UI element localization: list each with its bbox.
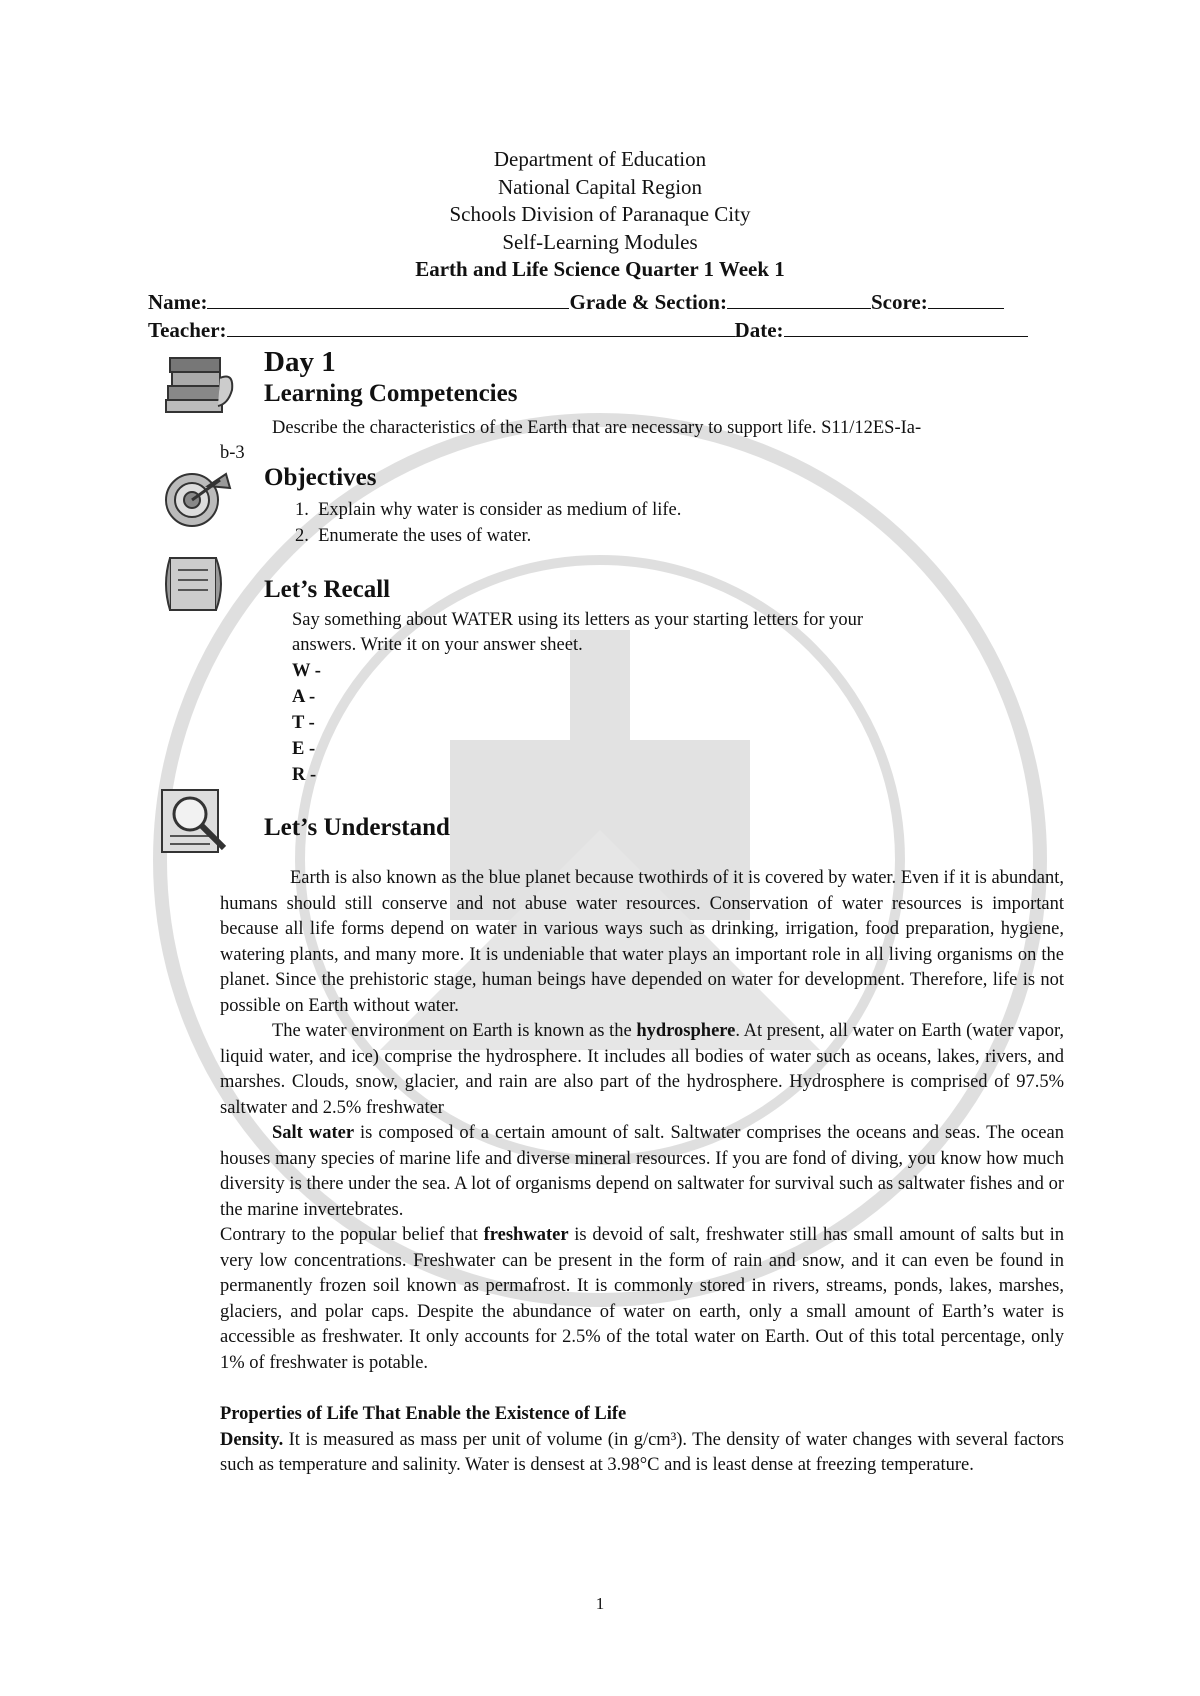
form-line-name <box>148 290 1004 315</box>
books-icon <box>162 348 238 418</box>
grade-label: Grade & Section: <box>569 290 727 314</box>
recall-letters <box>292 658 321 788</box>
target-icon <box>162 466 234 532</box>
name-label: Name: <box>148 290 208 314</box>
page-number: 1 <box>595 1594 605 1613</box>
day-title: Day 1 <box>264 346 336 378</box>
recall-letter-w: W - <box>292 661 321 681</box>
grade-field[interactable] <box>727 292 871 309</box>
teacher-label: Teacher: <box>148 318 227 342</box>
competencies-text-line2: b-3 <box>220 443 245 463</box>
objective-item: 2. Enumerate the uses of water. <box>295 526 532 546</box>
recall-instruction-line2: answers. Write it on your answer sheet. <box>292 635 583 655</box>
date-label: Date: <box>734 318 784 342</box>
header-title: Earth and Life Science Quarter 1 Week 1 <box>415 257 785 281</box>
paragraph-salt-water: Salt water is composed of a certain amount of salt. Saltwater comprises the oceans and seas. The ocean houses many species of marine life and diverse mineral resources. If you are fond of diving, you know how much diversity is there under the sea. A lot of organisms depend on saltwater for survival such as saltwater fishes and or the marine invertebrates. <box>220 1123 1064 1220</box>
recall-heading: Let’s Recall <box>264 576 391 603</box>
recall-instruction-line1: Say something about WATER using its letters as your starting letters for your <box>292 610 864 630</box>
objective-item: 1. Explain why water is consider as medium of life. <box>295 500 682 520</box>
properties-heading: Properties of Life That Enable the Existence of Life <box>220 1404 627 1424</box>
name-field[interactable] <box>207 292 569 309</box>
objectives-heading: Objectives <box>264 464 377 491</box>
understand-heading: Let’s Understand <box>264 814 450 841</box>
score-field[interactable] <box>928 292 1004 309</box>
recall-letter-a: A - <box>292 687 316 707</box>
form-line-teacher <box>148 318 1028 343</box>
magnifier-icon <box>158 786 238 858</box>
competencies-text-line1: Describe the characteristics of the Earth that are necessary to support life. S11/12ES-Ia- <box>272 418 922 438</box>
header-department: Department of Education <box>493 147 707 171</box>
recall-letter-e: E - <box>292 739 316 759</box>
document-header <box>0 146 1200 284</box>
paragraph-hydrosphere: The water environment on Earth is known as the hydrosphere. At present, all water on Earth (water vapor, liquid water, and ice) comprise the hydrosphere. It includes all bodies of water such as oceans, lakes, rivers, and marshes. Clouds, snow, glacier, and rain are also part of the hydrosphere. Hydrosphere is comprised of 97.5% saltwater and 2.5% freshwater <box>220 1021 1064 1118</box>
teacher-field[interactable] <box>227 320 735 337</box>
paragraph-blue-planet: Earth is also known as the blue planet because twothirds of it is covered by water. Even if it is abundant, humans should still conserve and not abuse water resources. Conservation of water resources is important because all life forms depend on water in various ways such as drinking, irrigation, food preparation, hygiene, watering plants, and many more. It is undeniable that water plays an important role in all living organisms on the planet. Since the prehistoric stage, human beings have depended on water for development. Therefore, life is not possible on Earth without water. <box>220 868 1064 1016</box>
header-modules: Self-Learning Modules <box>502 229 698 254</box>
recall-letter-r: R - <box>292 765 317 785</box>
header-region: National Capital Region <box>497 174 703 199</box>
competencies-heading: Learning Competencies <box>264 380 518 407</box>
date-field[interactable] <box>784 320 1028 337</box>
header-division: Schools Division of Paranaque City <box>449 202 751 226</box>
score-label: Score: <box>870 290 928 314</box>
understand-body <box>220 866 1064 1479</box>
paragraph-density: Density. It is measured as mass per unit of volume (in g/cm³). The density of water changes with several factors such as temperature and salinity. Water is densest at 3.98°C and is least dense at freezing temperature. <box>220 1429 1064 1475</box>
recall-letter-t: T - <box>292 713 315 733</box>
paragraph-freshwater: Contrary to the popular belief that freshwater is devoid of salt, freshwater still has small amount of salts but in very low concentrations. Freshwater can be present in the form of rain and snow, and it can even be found in permanently frozen soil known as permafrost. It is commonly stored in rivers, streams, ponds, lakes, marshes, glaciers, and polar caps. Despite the abundance of water on earth, only a small amount of Earth’s water is accessible as freshwater. It only accounts for 2.5% of the total water on Earth. Out of this total percentage, only 1% of freshwater is potable. <box>220 1225 1064 1373</box>
scroll-icon <box>160 550 236 618</box>
